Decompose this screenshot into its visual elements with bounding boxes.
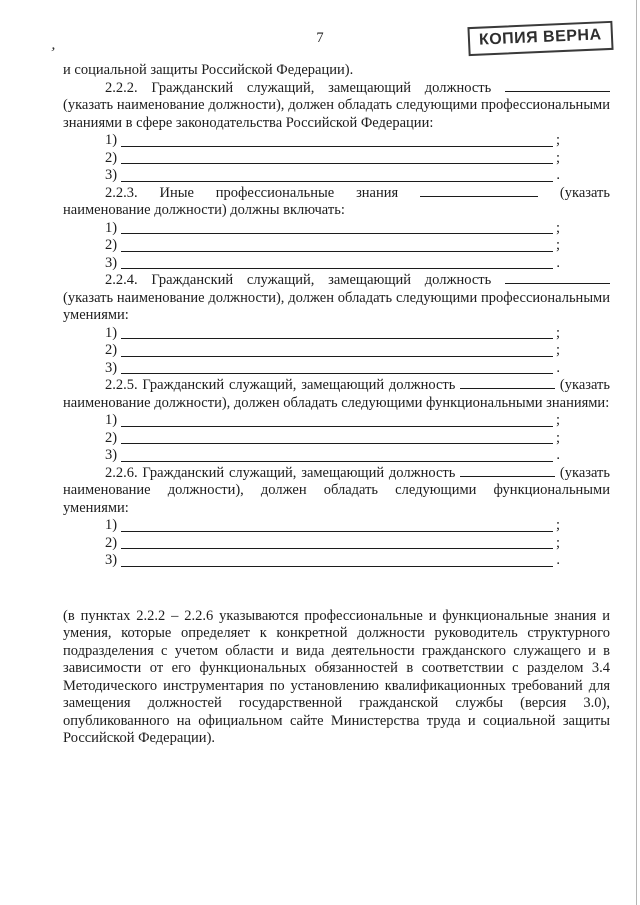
item-number: 3) bbox=[105, 254, 118, 271]
intro-paragraph: и социальной защиты Российской Федерации). bbox=[63, 62, 354, 78]
blank-underline bbox=[121, 426, 553, 427]
numbered-blank-item bbox=[105, 552, 560, 570]
item-number: 2) bbox=[105, 149, 118, 166]
blank-underline bbox=[121, 251, 553, 252]
paragraph-tail: (указать наименование должности), должен обладать следующими функциональными умениями: bbox=[63, 464, 611, 516]
scan-edge-line bbox=[636, 0, 637, 905]
numbered-blank-item bbox=[105, 517, 560, 535]
item-number: 3) bbox=[105, 447, 118, 463]
blank-underline bbox=[121, 531, 553, 532]
blank-underline bbox=[121, 146, 553, 147]
item-number: 3) bbox=[105, 167, 118, 183]
blank-underline bbox=[121, 181, 553, 182]
blank-underline bbox=[121, 566, 553, 567]
numbered-blank-item bbox=[105, 150, 560, 168]
paragraph-tail: (указать наименование должности) должны включать: bbox=[63, 184, 611, 218]
numbered-blank-item bbox=[105, 132, 560, 150]
numbered-blank-item bbox=[105, 360, 560, 378]
numbered-blank-item bbox=[105, 325, 560, 343]
item-punct: . bbox=[556, 254, 560, 271]
item-punct: ; bbox=[555, 132, 560, 148]
blank-underline bbox=[420, 196, 538, 197]
blank-underline bbox=[460, 388, 555, 389]
item-number: 1) bbox=[105, 324, 118, 341]
explanatory-note-paragraph: (в пунктах 2.2.2 – 2.2.6 указываются профессиональные и функциональные знания и умения, которые определяет к конкретной должности руководитель структурного подразделения с учетом области и вида деятельности гражданского служащего и в зависимости от его функциональных обязанностей в соответствии с разделом 3.4 Методического инструментария по установлению квалификационных требований для замещения должностей государственной гражданской службы (версия 3.0), опубликованного на официальном сайте Министерства труда и социальной защиты Российской Федерации). bbox=[63, 607, 610, 746]
blank-underline bbox=[121, 356, 553, 357]
copy-verified-stamp: КОПИЯ ВЕРНА bbox=[468, 21, 614, 56]
item-punct: ; bbox=[555, 517, 560, 533]
document-body bbox=[63, 0, 610, 748]
page-number: 7 bbox=[316, 30, 324, 46]
section-2-2-5-paragraph bbox=[63, 377, 610, 412]
numbered-blank-item bbox=[105, 220, 560, 238]
blank-underline bbox=[121, 163, 553, 164]
paragraph-lead: 2.2.3. Иные профессиональные знания bbox=[105, 184, 421, 201]
item-punct: ; bbox=[555, 412, 560, 428]
item-punct: . bbox=[556, 552, 560, 568]
numbered-blank-item bbox=[105, 535, 560, 553]
numbered-blank-item bbox=[105, 342, 560, 360]
item-number: 1) bbox=[105, 219, 118, 236]
item-number: 2) bbox=[105, 534, 118, 551]
paragraph-tail: (указать наименование должности), должен обладать следующими профессиональными знаниями в сфере законодательства Российской Федерации: bbox=[63, 97, 610, 131]
item-punct: . bbox=[556, 167, 560, 183]
section-2-2-4-paragraph bbox=[63, 272, 610, 325]
item-punct: ; bbox=[555, 342, 560, 358]
item-punct: ; bbox=[555, 429, 560, 446]
numbered-blank-item bbox=[105, 237, 560, 255]
item-number: 3) bbox=[105, 552, 118, 568]
blank-underline bbox=[121, 548, 553, 549]
item-number: 2) bbox=[105, 237, 118, 253]
item-punct: ; bbox=[555, 534, 560, 551]
numbered-blank-item bbox=[105, 412, 560, 430]
paragraph-lead: 2.2.2. Гражданский служащий, замещающий должность bbox=[105, 79, 505, 96]
blank-underline bbox=[505, 91, 610, 92]
section-2-2-6-paragraph bbox=[63, 465, 610, 518]
paragraph-tail: (указать наименование должности), должен обладать следующими функциональными знаниями: bbox=[63, 377, 611, 411]
item-number: 3) bbox=[105, 359, 118, 376]
numbered-blank-item bbox=[105, 447, 560, 465]
numbered-blank-item bbox=[105, 167, 560, 185]
numbered-blank-item bbox=[105, 255, 560, 273]
item-number: 1) bbox=[105, 517, 118, 533]
blank-underline bbox=[460, 476, 555, 477]
item-punct: . bbox=[556, 359, 560, 376]
scan-artifact-mark: , bbox=[50, 35, 58, 54]
paragraph-lead: 2.2.4. Гражданский служащий, замещающий должность bbox=[105, 272, 505, 288]
paragraph-tail: (указать наименование должности), должен обладать следующими профессиональными умениями: bbox=[63, 289, 610, 323]
item-number: 1) bbox=[105, 132, 118, 148]
item-number: 2) bbox=[105, 429, 118, 446]
blank-underline bbox=[121, 443, 553, 444]
item-punct: ; bbox=[555, 237, 560, 253]
item-punct: . bbox=[556, 447, 560, 463]
blank-underline bbox=[121, 338, 553, 339]
item-number: 2) bbox=[105, 342, 118, 358]
item-punct: ; bbox=[555, 219, 560, 236]
section-2-2-3-paragraph bbox=[63, 185, 610, 220]
blank-underline bbox=[121, 233, 553, 234]
blank-underline bbox=[121, 461, 553, 462]
blank-underline bbox=[121, 268, 553, 269]
blank-underline bbox=[505, 283, 610, 284]
blank-underline bbox=[121, 373, 553, 374]
item-punct: ; bbox=[555, 324, 560, 341]
paragraph-lead: 2.2.5. Гражданский служащий, замещающий должность bbox=[105, 377, 461, 393]
item-number: 1) bbox=[105, 412, 118, 428]
paragraph-lead: 2.2.6. Гражданский служащий, замещающий должность bbox=[105, 464, 461, 481]
numbered-blank-item bbox=[105, 430, 560, 448]
item-punct: ; bbox=[555, 149, 560, 166]
section-2-2-2-paragraph bbox=[63, 80, 610, 133]
